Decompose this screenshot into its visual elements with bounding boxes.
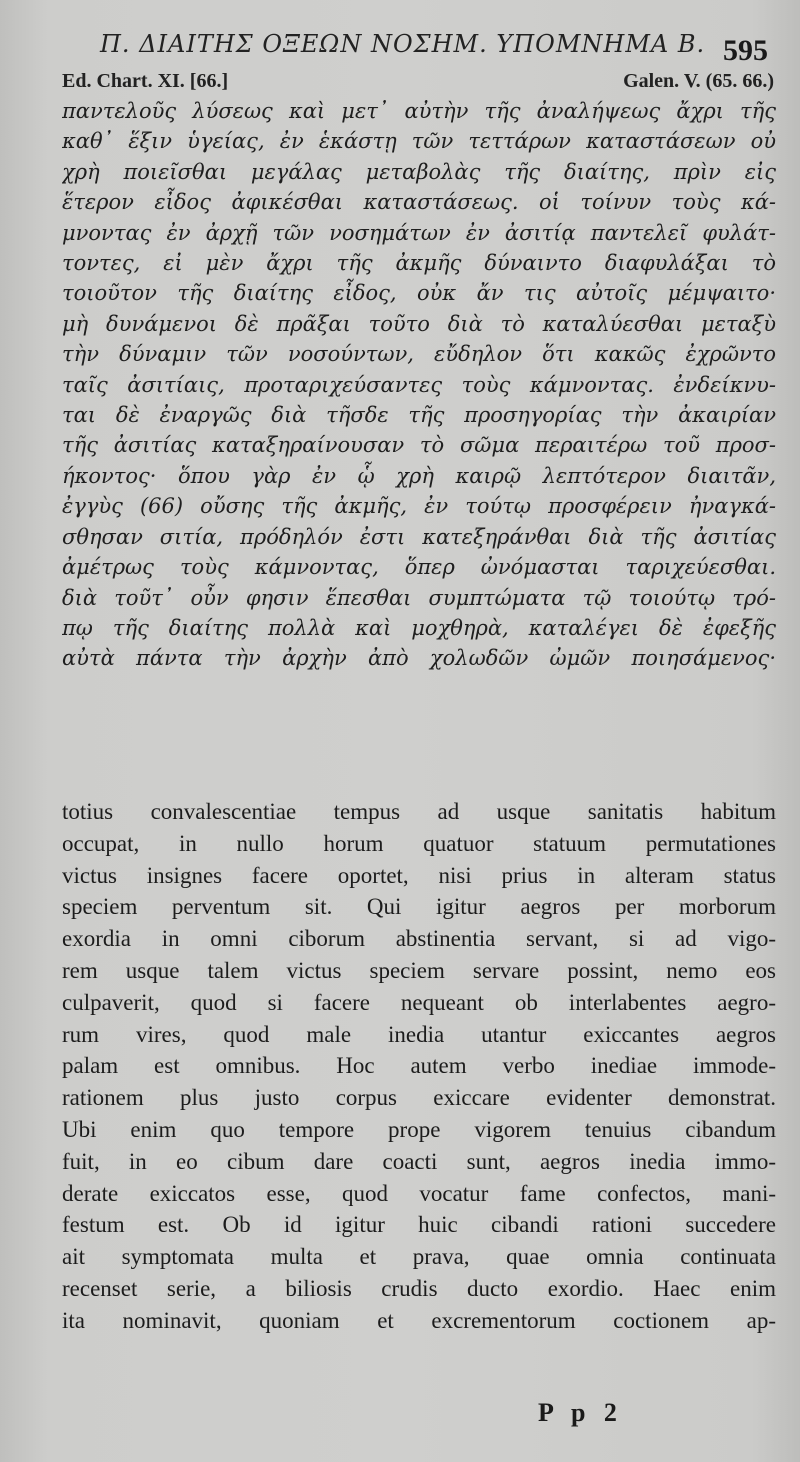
latin-text-line: culpaverit, quod si facere nequeant ob interlabentes aegro-	[62, 989, 776, 1015]
greek-text-line: καθ᾽ ἕξιν ὑγείας, ἐν ἑκάστῃ τῶν τεττάρων καταστάσεων οὐ	[62, 129, 776, 154]
latin-text-line: exordia in omni ciborum abstinentia servant, si ad vigo-	[62, 926, 776, 952]
page-number: 595	[723, 34, 768, 67]
latin-text-line: Ubi enim quo tempore prope vigorem tenuius cibandum	[62, 1116, 776, 1142]
edition-reference-line	[62, 70, 774, 98]
latin-text-line: ita nominavit, quoniam et excrementorum coctionem ap-	[62, 1307, 776, 1333]
latin-text-line: rem usque talem victus speciem servare possint, nemo eos	[62, 957, 776, 983]
greek-text-line: τῆς ἀσιτίας καταξηραίνουσαν τὸ σῶμα περαιτέρω τοῦ προσ-	[62, 433, 776, 458]
latin-text-line: ait symptomata multa et prava, quae omnia continuata	[62, 1244, 776, 1270]
greek-text-line: τοιοῦτον τῆς διαίτης εἶδος, οὐκ ἄν τις αὐτοῖς μέμψαιτο·	[62, 281, 776, 306]
greek-text-line: μνοντας ἐν ἀρχῇ τῶν νοσημάτων ἐν ἀσιτίᾳ παντελεῖ φυλάτ-	[62, 220, 776, 245]
greek-text-line: ἀμέτρως τοὺς κάμνοντας, ὅπερ ὠνόμασται ταριχεύεσθαι.	[62, 555, 776, 580]
greek-text-line: ταῖς ἀσιτίαις, προταριχεύσαντες τοὺς κάμνοντας. ἐνδείκνυ-	[62, 372, 776, 397]
greek-text-line: ήκοντος· ὅπου γὰρ ἐν ᾧ χρὴ καιρῷ λεπτότερον διαιτᾶν,	[62, 463, 776, 488]
greek-text-line: σθησαν σιτία, πρόδηλόν ἐστι κατεξηράνθαι διὰ τῆς ἀσιτίας	[62, 524, 776, 549]
greek-text-line: χρὴ ποιεῖσθαι μεγάλας μεταβολὰς τῆς διαίτης, πρὶν εἰς	[62, 159, 776, 184]
latin-text-line: recenset serie, a biliosis crudis ducto exordio. Haec enim	[62, 1275, 776, 1301]
latin-text-line: palam est omnibus. Hoc autem verbo inediae immode-	[62, 1053, 776, 1079]
latin-text-block	[62, 796, 776, 1337]
latin-text-line: fuit, in eo cibum dare coacti sunt, aegros inedia immo-	[62, 1148, 776, 1174]
greek-text-line: μὴ δυνάμενοι δὲ πρᾶξαι τοῦτο διὰ τὸ καταλύεσθαι μεταξὺ	[62, 311, 776, 336]
greek-text-line: παντελοῦς λύσεως καὶ μετ᾽ αὐτὴν τῆς ἀναλήψεως ἄχρι τῆς	[62, 99, 776, 123]
greek-text-block	[62, 96, 776, 674]
latin-text-line: occupat, in nullo horum quatuor statuum permutationes	[62, 830, 776, 856]
latin-text-line: rationem plus justo corpus exiccare evidenter demonstrat.	[62, 1085, 776, 1111]
latin-text-line: derate exiccatos esse, quod vocatur fame confectos, mani-	[62, 1180, 776, 1206]
greek-text-line: ἐγγὺς (66) οὔσης τῆς ἀκμῆς, ἐν τούτῳ προσφέρειν ἠναγκά-	[62, 494, 776, 519]
greek-text-line: ἕτερον εἶδος ἀφικέσθαι καταστάσεως. οἱ τοίνυν τοὺς κά-	[62, 190, 776, 215]
greek-text-line: ται δὲ ἐναργῶς διὰ τῆσδε τῆς προσηγορίας τὴν ἀκαιρίαν	[62, 403, 776, 428]
greek-text-line: τὴν δύναμιν τῶν νοσούντων, εὔδηλον ὅτι κακῶς ἐχρῶντο	[62, 342, 776, 367]
greek-text-line: διὰ τοῦτ᾽ οὖν φησιν ἕπεσθαι συμπτώματα τῷ τοιούτῳ τρό-	[62, 585, 776, 610]
greek-text-line: τοντες, εἰ μὲν ἄχρι τῆς ἀκμῆς δύναιντο διαφυλάξαι τὸ	[62, 251, 776, 276]
edition-chartier-reference: Ed. Chart. XI. [66.]	[62, 70, 229, 92]
latin-text-line: rum vires, quod male inedia utantur exiccantes aegros	[62, 1021, 776, 1047]
signature-mark: P p 2	[538, 1398, 623, 1427]
greek-text-line: πῳ τῆς διαίτης πολλὰ καὶ μοχθηρὰ, καταλέγει δὲ ἐφεξῆς	[62, 615, 776, 640]
latin-text-line: festum est. Ob id igitur huic cibandi rationi succedere	[62, 1212, 776, 1238]
latin-text-line: totius convalescentiae tempus ad usque sanitatis habitum	[62, 799, 776, 824]
edition-galen-reference: Galen. V. (65. 66.)	[623, 70, 774, 92]
running-title: Π. ΔΙΑΙΤΗΣ ΟΞΕΩΝ ΝΟΣΗΜ. ΥΠΟΜΝΗΜΑ Β.	[100, 30, 706, 58]
latin-text-line: victus insignes facere oportet, nisi prius in alteram status	[62, 862, 776, 888]
greek-text-line: αὐτὰ πάντα τὴν ἀρχὴν ἀπὸ χολωδῶν ὠμῶν ποιησάμενος·	[62, 646, 776, 671]
latin-text-line: speciem perventum sit. Qui igitur aegros per morborum	[62, 894, 776, 920]
